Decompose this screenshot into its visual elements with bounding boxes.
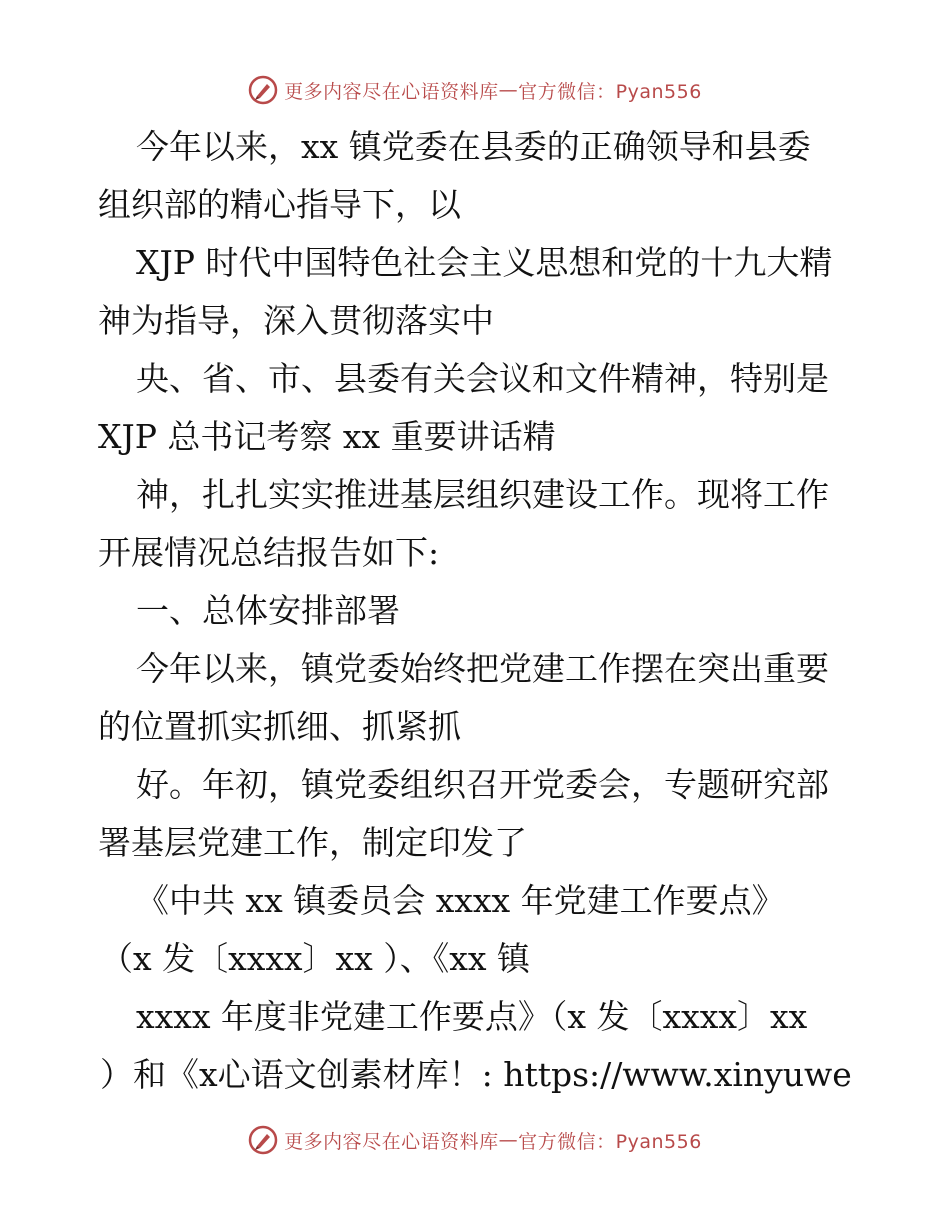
paragraph-line: 组织部的精心指导下，以 <box>98 185 461 224</box>
watermark-text: 更多内容尽在心语资料库 <box>284 80 499 103</box>
paragraph-line: 神为指导，深入贯彻落实中 <box>98 301 494 340</box>
paragraph-line: 署基层党建工作，制定印发了 <box>98 823 527 862</box>
watermark-separator: — <box>498 79 519 101</box>
paragraph-line: 《中共 xx 镇委员会 xxxx 年党建工作要点》 <box>136 881 785 920</box>
watermark-separator: — <box>498 1129 519 1151</box>
paragraph-line: 央、省、市、县委有关会议和文件精神，特别是 <box>136 359 829 398</box>
paragraph-line: ）和《x心语文创素材库！: https://www.xinyuwe <box>100 1055 852 1094</box>
paragraph-line: 开展情况总结报告如下: <box>98 533 440 572</box>
watermark-wechat: 官方微信：Pyan556 <box>518 80 702 103</box>
watermark-wechat: 官方微信：Pyan556 <box>518 1130 702 1153</box>
watermark-banner-bottom <box>0 1120 950 1160</box>
paragraph-line: xxxx 年度非党建工作要点》（x 发〔xxxx〕xx <box>136 997 808 1036</box>
watermark-banner-top <box>0 70 950 110</box>
paragraph-line: 今年以来，xx 镇党委在县委的正确领导和县委 <box>136 127 811 166</box>
paragraph-line: 今年以来，镇党委始终把党建工作摆在突出重要 <box>136 649 829 688</box>
watermark-text: 更多内容尽在心语资料库 <box>284 1130 499 1153</box>
pen-logo-icon <box>248 1125 278 1155</box>
paragraph-line: （x 发〔xxxx〕xx ）、《xx 镇 <box>100 939 530 978</box>
paragraph-line: XJP 时代中国特色社会主义思想和党的十九大精 <box>136 243 833 282</box>
section-heading: 一、总体安排部署 <box>136 591 400 630</box>
pen-logo-icon <box>248 75 278 105</box>
paragraph-line: XJP 总书记考察 xx 重要讲话精 <box>98 417 556 456</box>
paragraph-line: 神，扎扎实实推进基层组织建设工作。现将工作 <box>136 475 829 514</box>
paragraph-line: 好。年初，镇党委组织召开党委会，专题研究部 <box>136 765 829 804</box>
paragraph-line: 的位置抓实抓细、抓紧抓 <box>98 707 461 746</box>
